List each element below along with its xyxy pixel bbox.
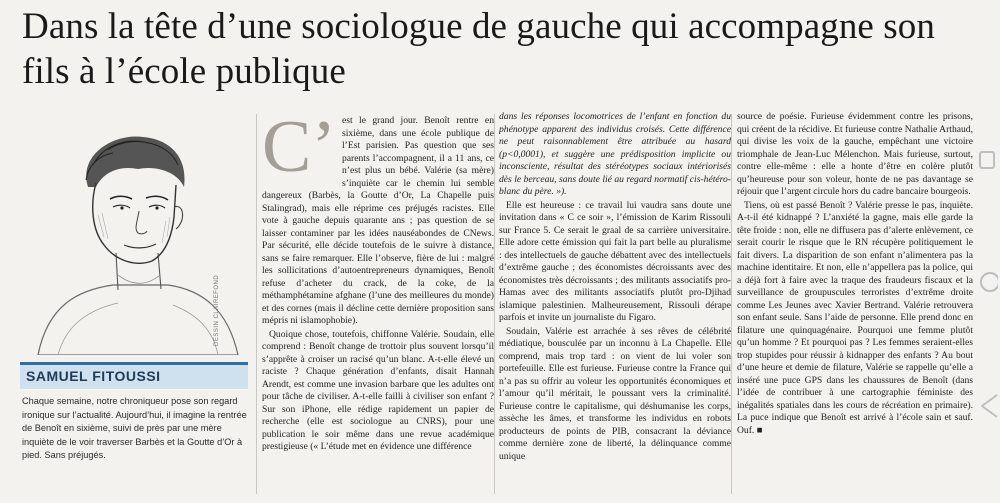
- article-column-3: [737, 111, 973, 496]
- paragraph: source de poésie. Furieuse évidemment contre les prisons, qui créent de la récidive. Et furieuse contre Nathalie Arthaud, qui divise les voix de la gauche, empêchant une victoire triomphale de Jean-Luc Mélenchon. Mais furieuse, surtout, contre elle-même : elle a honte d’être en colère plutôt qu’heureuse pour son voleur, honte de ne pas davantage se réjouir que l’argent circule hors du cadre bancaire bourgeois.: [737, 111, 973, 197]
- author-name: SAMUEL FITOUSSI: [26, 368, 161, 384]
- article-column-1: [262, 115, 494, 500]
- paragraph: Quoique chose, toutefois, chiffonne Valérie. Soudain, elle comprend : Benoît change de trottoir plus souvent lorsqu’il s’apprête à croiser un racisé qu’un blanc. A-t-elle élevé un raciste ? Chaque génération d’enfants, disait Hannah Arendt, est comme une invasion barbare que les adultes ont pour tâche de civiliser. A-t-elle failli à civiliser son enfant ? Sur son iPhone, elle rédige rapidement un papier de recherche (elle est sociologue au CNRS), pour une publication le soir même dans une revue académique prestigieuse (« L’étude met en évidence une différence: [262, 328, 494, 452]
- paragraph: Tiens, où est passé Benoît ? Valérie presse le pas, inquiète. A-t-il été kidnappé ? L’anxiété la gagne, mais elle garde la tête froide : non, elle ne diffusera pas d’alerte enlèvement, ce serait courir le risque que le RN récupère politiquement le fait divers. La disparition de son enfant n’alimentera pas la machine identitaire. Et non, elle n’appellera pas la police, qui a déjà fort à faire avec la traque des fraudeurs fiscaux et la surveillance de groupuscules terroristes d’extrême droite comme Les Jeunes avec Xavier Bertrand. Valérie retrouvera son enfant seule. Sans l’aide de personne. Elle prend donc en filature une quinquagénaire. Pourquoi une femme plutôt qu’un homme ? Et pourquoi pas ? Les femmes seraient-elles trop stupides pour réussir à kidnapper des enfants ? Au bout d’une heure et demie de filature, Valérie se rappelle qu’elle a inséré une puce GPS dans les chaussures de Benoît (dans l’idée de contribuer à une cartographie féministe des inégalités spatiales dans les cours de récréation en primaire). La puce indique que Benoît est arrivé à l’école sain et sauf. Ouf. ■: [737, 199, 973, 436]
- paragraph: Soudain, Valérie est arrachée à ses rêves de célébrité médiatique, bousculée par un inconnu à La Chapelle. Elle comprend, mais trop tard : on vient de lui voler son portefeuille. Elle est furieuse. Furieuse contre la France qui n’a pas su offrir au voleur les opportunités économiques et l’amour qu’il méritait, le poussant vers la criminalité. Furieuse contre le capitalisme, qui déshumanise les corps, assèche les âmes, et transforme les individus en robots producteurs de points de PIB, consacrant la déviance comme dernière zone de liberté, la délinquance comme unique: [499, 325, 731, 462]
- headline: Dans la tête d’une sociologue de gauche qui accompagne son fils à l’école publique: [22, 6, 936, 92]
- square-icon[interactable]: [978, 150, 996, 170]
- paragraph: Elle est heureuse : ce travail lui vaudra sans doute une invitation dans « C ce soir », l’émission de Karim Rissouli sur France 5. Ce serait le graal de sa carrière universitaire. Elle adore cette émission qui fait la part belle au pluralisme : des intellectuels de gauche débattent avec des intellectuels d’extrême gauche ; des économistes décroissants avec des économistes très décroissants ; des militants associatifs pro-Hamas avec des militants associatifs plutôt pro-Djihad islamique palestinien. Malheureusement, Rissouli dérape parfois et invite un journaliste du Figaro.: [499, 199, 731, 323]
- column-divider: [494, 114, 495, 494]
- article-column-2: [499, 111, 731, 496]
- paragraph: dans les réponses locomotrices de l’enfant en fonction du phénotype apparent des individus croisés. Cette différence ne peut raisonnablement être attribuée au hasard (p<0,0001), et suggère une prédisposition implicite ou inconsciente, résultat des stéréotypes sociaux intériorisés dès le berceau, sans doute lié au regard normatif cis-hétéro-blanc du père. »).: [499, 111, 731, 197]
- column-divider: [731, 114, 732, 494]
- portrait-credit: DESSIN CLAIREFOND: [214, 274, 220, 346]
- column-divider: [256, 114, 257, 494]
- author-box: [20, 362, 248, 389]
- paragraph: est le grand jour. Benoît rentre en sixième, dans une école publique de l’Est parisien. Pas question que ses parents l’accompagnent, il a 11 ans, ce n’est plus un bébé. Valérie (sa mère) s’inquiète car le chemin lui semble dangereux (Barbès, la Goutte d’Or, La Chapelle puis Stalingrad), mais elle réprime ces préjugés racistes. Elle vote à gauche depuis quarante ans ; pas question de se laisser contaminer par les idées nauséabondes de CNews. Par sécurité, elle décide toutefois de le suivre à distance, sans se faire remarquer. Elle l’observe, fière de lui : malgré les sollicitations d’autoentrepreneurs dynamiques, Benoît refuse d’acheter du crack, de la coke, de la méthamphétamine afghane (l’une des meilleures du monde) et des cornes (mais il décline cette dernière proposition sans mépris ni islamophobie).: [262, 115, 494, 326]
- back-triangle-icon[interactable]: [978, 392, 998, 420]
- column-intro: Chaque semaine, notre chroniqueur pose son regard ironique sur l’actualité. Aujourd’hui, il imagine la rentrée de Benoît en sixième, suivi de près par une mère inquiète de le voir traverser Barbès et la Goutte d’Or à pied. Sans préjugés.: [22, 396, 247, 461]
- dropcap: C’: [262, 115, 336, 188]
- circle-icon[interactable]: [978, 270, 998, 294]
